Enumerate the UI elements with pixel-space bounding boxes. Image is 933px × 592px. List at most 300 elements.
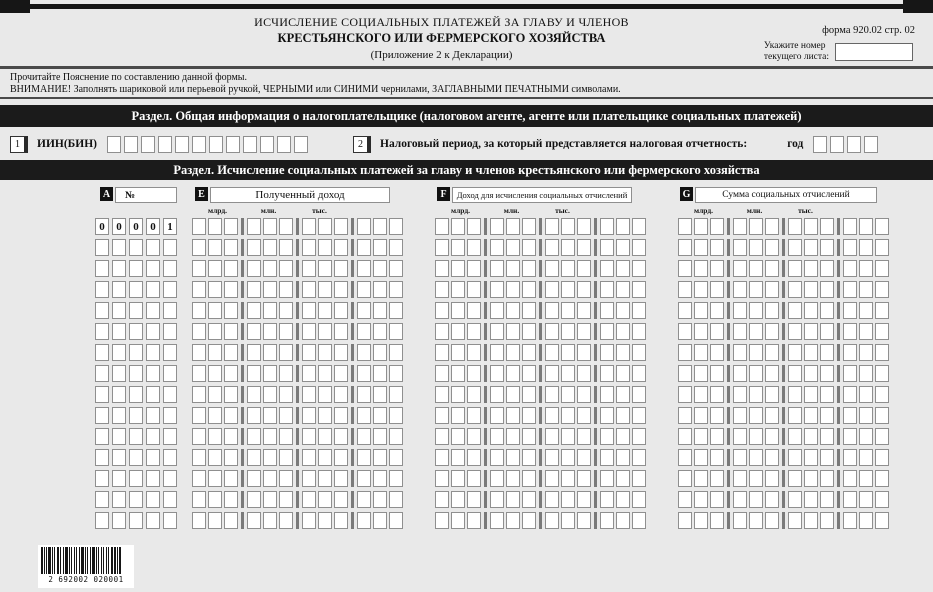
digit-cell[interactable]: [749, 344, 763, 361]
digit-cell[interactable]: [129, 281, 143, 298]
digit-cell[interactable]: [804, 344, 818, 361]
digit-cell[interactable]: [733, 281, 747, 298]
digit-cell[interactable]: [561, 428, 575, 445]
digit-cell[interactable]: [522, 323, 536, 340]
digit-cell[interactable]: [733, 323, 747, 340]
digit-cell[interactable]: [129, 323, 143, 340]
digit-cell[interactable]: [451, 260, 465, 277]
digit-cell[interactable]: [632, 260, 646, 277]
digit-cell[interactable]: [678, 302, 692, 319]
digit-cell[interactable]: [208, 281, 222, 298]
digit-cell[interactable]: [490, 281, 504, 298]
digit-cell[interactable]: [545, 260, 559, 277]
digit-cell[interactable]: [545, 386, 559, 403]
digit-cell[interactable]: [163, 323, 177, 340]
digit-cell[interactable]: [373, 218, 387, 235]
digit-cell[interactable]: [843, 470, 857, 487]
digit-cell[interactable]: [163, 281, 177, 298]
digit-cell[interactable]: [357, 302, 371, 319]
digit-cell[interactable]: 0: [129, 218, 143, 235]
digit-cell[interactable]: [146, 344, 160, 361]
digit-cell[interactable]: [112, 281, 126, 298]
digit-cell[interactable]: [820, 302, 834, 319]
digit-cell[interactable]: [561, 239, 575, 256]
digit-cell[interactable]: [859, 470, 873, 487]
digit-cell[interactable]: [318, 365, 332, 382]
digit-cell[interactable]: [600, 344, 614, 361]
digit-cell[interactable]: [247, 491, 261, 508]
digit-cell[interactable]: [208, 239, 222, 256]
digit-cell[interactable]: [208, 323, 222, 340]
digit-cell[interactable]: [765, 344, 779, 361]
digit-cell[interactable]: [263, 218, 277, 235]
digit-cell[interactable]: [843, 512, 857, 529]
digit-cell[interactable]: [334, 386, 348, 403]
digit-cell[interactable]: [859, 218, 873, 235]
digit-cell[interactable]: [749, 386, 763, 403]
digit-cell[interactable]: [765, 239, 779, 256]
digit-cell[interactable]: [224, 218, 238, 235]
digit-cell[interactable]: [279, 302, 293, 319]
digit-cell[interactable]: [632, 323, 646, 340]
digit-cell[interactable]: [843, 323, 857, 340]
digit-cell[interactable]: [830, 136, 844, 153]
digit-cell[interactable]: [733, 512, 747, 529]
digit-cell[interactable]: [318, 281, 332, 298]
digit-cell[interactable]: [435, 407, 449, 424]
digit-cell[interactable]: [859, 512, 873, 529]
digit-cell[interactable]: [749, 365, 763, 382]
digit-cell[interactable]: [710, 365, 724, 382]
digit-cell[interactable]: [129, 386, 143, 403]
digit-cell[interactable]: [146, 407, 160, 424]
digit-cell[interactable]: [163, 239, 177, 256]
digit-cell[interactable]: [129, 470, 143, 487]
digit-cell[interactable]: [577, 218, 591, 235]
digit-cell[interactable]: [561, 302, 575, 319]
digit-cell[interactable]: [788, 302, 802, 319]
digit-cell[interactable]: [843, 407, 857, 424]
digit-cell[interactable]: [600, 302, 614, 319]
digit-cell[interactable]: [506, 365, 520, 382]
digit-cell[interactable]: [875, 218, 889, 235]
digit-cell[interactable]: [263, 470, 277, 487]
digit-cell[interactable]: [788, 470, 802, 487]
digit-cell[interactable]: [435, 428, 449, 445]
digit-cell[interactable]: [561, 218, 575, 235]
digit-cell[interactable]: [875, 491, 889, 508]
digit-cell[interactable]: [467, 491, 481, 508]
digit-cell[interactable]: [357, 239, 371, 256]
digit-cell[interactable]: [678, 365, 692, 382]
digit-cell[interactable]: [632, 239, 646, 256]
digit-cell[interactable]: [788, 449, 802, 466]
digit-cell[interactable]: [451, 491, 465, 508]
digit-cell[interactable]: [864, 136, 878, 153]
digit-cell[interactable]: [694, 260, 708, 277]
digit-cell[interactable]: [788, 386, 802, 403]
digit-cell[interactable]: [357, 512, 371, 529]
digit-cell[interactable]: [112, 302, 126, 319]
digit-cell[interactable]: [163, 386, 177, 403]
digit-cell[interactable]: [545, 218, 559, 235]
digit-cell[interactable]: [522, 260, 536, 277]
digit-cell[interactable]: [804, 449, 818, 466]
digit-cell[interactable]: [451, 512, 465, 529]
digit-cell[interactable]: [334, 260, 348, 277]
digit-cell[interactable]: [95, 302, 109, 319]
digit-cell[interactable]: [95, 386, 109, 403]
digit-cell[interactable]: [95, 428, 109, 445]
digit-cell[interactable]: [506, 491, 520, 508]
digit-cell[interactable]: [765, 365, 779, 382]
digit-cell[interactable]: [820, 386, 834, 403]
digit-cell[interactable]: [843, 302, 857, 319]
digit-cell[interactable]: [506, 407, 520, 424]
digit-cell[interactable]: [749, 407, 763, 424]
digit-cell[interactable]: [192, 365, 206, 382]
digit-cell[interactable]: [632, 428, 646, 445]
digit-cell[interactable]: [710, 512, 724, 529]
digit-cell[interactable]: [859, 449, 873, 466]
digit-cell[interactable]: [112, 470, 126, 487]
digit-cell[interactable]: [804, 302, 818, 319]
digit-cell[interactable]: [224, 512, 238, 529]
digit-cell[interactable]: [112, 365, 126, 382]
digit-cell[interactable]: [600, 449, 614, 466]
digit-cell[interactable]: [451, 407, 465, 424]
digit-cell[interactable]: [467, 470, 481, 487]
digit-cell[interactable]: [163, 449, 177, 466]
digit-cell[interactable]: [843, 428, 857, 445]
digit-cell[interactable]: [733, 491, 747, 508]
digit-cell[interactable]: [357, 260, 371, 277]
digit-cell[interactable]: [632, 218, 646, 235]
digit-cell[interactable]: [506, 302, 520, 319]
digit-cell[interactable]: [224, 407, 238, 424]
digit-cell[interactable]: [788, 428, 802, 445]
digit-cell[interactable]: [694, 281, 708, 298]
digit-cell[interactable]: [710, 449, 724, 466]
digit-cell[interactable]: [357, 218, 371, 235]
digit-cell[interactable]: [175, 136, 189, 153]
digit-cell[interactable]: [95, 365, 109, 382]
digit-cell[interactable]: [163, 512, 177, 529]
digit-cell[interactable]: [577, 302, 591, 319]
digit-cell[interactable]: [247, 407, 261, 424]
digit-cell[interactable]: [678, 218, 692, 235]
digit-cell[interactable]: [158, 136, 172, 153]
digit-cell[interactable]: [334, 449, 348, 466]
digit-cell[interactable]: [208, 386, 222, 403]
digit-cell[interactable]: [224, 344, 238, 361]
digit-cell[interactable]: [710, 239, 724, 256]
digit-cell[interactable]: [733, 260, 747, 277]
digit-cell[interactable]: [112, 260, 126, 277]
digit-cell[interactable]: [694, 323, 708, 340]
digit-cell[interactable]: [302, 449, 316, 466]
digit-cell[interactable]: [875, 365, 889, 382]
digit-cell[interactable]: [224, 449, 238, 466]
digit-cell[interactable]: [859, 344, 873, 361]
digit-cell[interactable]: [561, 512, 575, 529]
digit-cell[interactable]: [749, 239, 763, 256]
digit-cell[interactable]: [263, 302, 277, 319]
digit-cell[interactable]: [788, 365, 802, 382]
digit-cell[interactable]: [522, 470, 536, 487]
digit-cell[interactable]: [451, 239, 465, 256]
digit-cell[interactable]: [561, 407, 575, 424]
digit-cell[interactable]: [302, 239, 316, 256]
digit-cell[interactable]: [192, 407, 206, 424]
digit-cell[interactable]: [146, 428, 160, 445]
digit-cell[interactable]: [373, 449, 387, 466]
digit-cell[interactable]: [710, 218, 724, 235]
digit-cell[interactable]: [192, 218, 206, 235]
digit-cell[interactable]: [260, 136, 274, 153]
digit-cell[interactable]: [451, 449, 465, 466]
digit-cell[interactable]: [490, 239, 504, 256]
digit-cell[interactable]: [208, 491, 222, 508]
digit-cell[interactable]: [318, 302, 332, 319]
digit-cell[interactable]: [95, 491, 109, 508]
digit-cell[interactable]: [451, 386, 465, 403]
digit-cell[interactable]: [318, 239, 332, 256]
digit-cell[interactable]: [318, 407, 332, 424]
digit-cell[interactable]: [522, 428, 536, 445]
digit-cell[interactable]: [163, 344, 177, 361]
digit-cell[interactable]: [632, 512, 646, 529]
digit-cell[interactable]: [616, 470, 630, 487]
digit-cell[interactable]: [373, 239, 387, 256]
digit-cell[interactable]: 0: [112, 218, 126, 235]
digit-cell[interactable]: [749, 470, 763, 487]
digit-cell[interactable]: [678, 239, 692, 256]
digit-cell[interactable]: [451, 281, 465, 298]
digit-cell[interactable]: [616, 239, 630, 256]
digit-cell[interactable]: [224, 365, 238, 382]
digit-cell[interactable]: [112, 407, 126, 424]
digit-cell[interactable]: [875, 512, 889, 529]
digit-cell[interactable]: [163, 260, 177, 277]
digit-cell[interactable]: [733, 218, 747, 235]
digit-cell[interactable]: [490, 470, 504, 487]
digit-cell[interactable]: [632, 407, 646, 424]
digit-cell[interactable]: [389, 260, 403, 277]
digit-cell[interactable]: [843, 449, 857, 466]
digit-cell[interactable]: [389, 239, 403, 256]
digit-cell[interactable]: [357, 386, 371, 403]
digit-cell[interactable]: [373, 491, 387, 508]
digit-cell[interactable]: [813, 136, 827, 153]
digit-cell[interactable]: [263, 428, 277, 445]
digit-cell[interactable]: [545, 239, 559, 256]
digit-cell[interactable]: [163, 302, 177, 319]
digit-cell[interactable]: [788, 281, 802, 298]
digit-cell[interactable]: [373, 302, 387, 319]
digit-cell[interactable]: [318, 428, 332, 445]
digit-cell[interactable]: [694, 365, 708, 382]
digit-cell[interactable]: [435, 302, 449, 319]
digit-cell[interactable]: [710, 470, 724, 487]
digit-cell[interactable]: [788, 260, 802, 277]
digit-cell[interactable]: [224, 428, 238, 445]
digit-cell[interactable]: [467, 281, 481, 298]
digit-cell[interactable]: [490, 491, 504, 508]
digit-cell[interactable]: [373, 323, 387, 340]
digit-cell[interactable]: [765, 470, 779, 487]
digit-cell[interactable]: [820, 407, 834, 424]
digit-cell[interactable]: [694, 239, 708, 256]
digit-cell[interactable]: [208, 302, 222, 319]
digit-cell[interactable]: [804, 365, 818, 382]
digit-cell[interactable]: [678, 512, 692, 529]
digit-cell[interactable]: [859, 428, 873, 445]
digit-cell[interactable]: [95, 512, 109, 529]
digit-cell[interactable]: [820, 491, 834, 508]
digit-cell[interactable]: [820, 344, 834, 361]
digit-cell[interactable]: [490, 407, 504, 424]
digit-cell[interactable]: [192, 512, 206, 529]
digit-cell[interactable]: [577, 428, 591, 445]
digit-cell[interactable]: [875, 344, 889, 361]
digit-cell[interactable]: [95, 344, 109, 361]
digit-cell[interactable]: [302, 386, 316, 403]
digit-cell[interactable]: [804, 428, 818, 445]
digit-cell[interactable]: [247, 218, 261, 235]
digit-cell[interactable]: [600, 323, 614, 340]
digit-cell[interactable]: [467, 428, 481, 445]
digit-cell[interactable]: [522, 218, 536, 235]
digit-cell[interactable]: [733, 449, 747, 466]
digit-cell[interactable]: [522, 302, 536, 319]
digit-cell[interactable]: [820, 260, 834, 277]
digit-cell[interactable]: [373, 407, 387, 424]
digit-cell[interactable]: [616, 281, 630, 298]
digit-cell[interactable]: [224, 386, 238, 403]
digit-cell[interactable]: [279, 344, 293, 361]
digit-cell[interactable]: [95, 239, 109, 256]
digit-cell[interactable]: [95, 470, 109, 487]
digit-cell[interactable]: [263, 386, 277, 403]
digit-cell[interactable]: [389, 449, 403, 466]
digit-cell[interactable]: [616, 260, 630, 277]
digit-cell[interactable]: [467, 239, 481, 256]
digit-cell[interactable]: [247, 512, 261, 529]
digit-cell[interactable]: [208, 449, 222, 466]
digit-cell[interactable]: [146, 260, 160, 277]
digit-cell[interactable]: [678, 470, 692, 487]
digit-cell[interactable]: [710, 428, 724, 445]
digit-cell[interactable]: [247, 428, 261, 445]
digit-cell[interactable]: [506, 449, 520, 466]
digit-cell[interactable]: [545, 428, 559, 445]
digit-cell[interactable]: [561, 491, 575, 508]
digit-cell[interactable]: [710, 491, 724, 508]
digit-cell[interactable]: [632, 281, 646, 298]
digit-cell[interactable]: [506, 386, 520, 403]
digit-cell[interactable]: [247, 260, 261, 277]
digit-cell[interactable]: [389, 470, 403, 487]
digit-cell[interactable]: [765, 323, 779, 340]
digit-cell[interactable]: 0: [146, 218, 160, 235]
digit-cell[interactable]: [710, 344, 724, 361]
digit-cell[interactable]: [451, 365, 465, 382]
digit-cell[interactable]: [192, 136, 206, 153]
digit-cell[interactable]: [389, 323, 403, 340]
digit-cell[interactable]: [820, 512, 834, 529]
digit-cell[interactable]: [302, 512, 316, 529]
digit-cell[interactable]: [859, 323, 873, 340]
digit-cell[interactable]: [208, 260, 222, 277]
digit-cell[interactable]: [820, 449, 834, 466]
digit-cell[interactable]: [302, 344, 316, 361]
digit-cell[interactable]: [334, 344, 348, 361]
digit-cell[interactable]: [163, 470, 177, 487]
digit-cell[interactable]: [279, 218, 293, 235]
digit-cell[interactable]: [435, 260, 449, 277]
digit-cell[interactable]: [600, 239, 614, 256]
digit-cell[interactable]: [843, 491, 857, 508]
digit-cell[interactable]: [192, 428, 206, 445]
digit-cell[interactable]: [545, 449, 559, 466]
digit-cell[interactable]: [112, 512, 126, 529]
digit-cell[interactable]: [733, 470, 747, 487]
digit-cell[interactable]: [112, 491, 126, 508]
digit-cell[interactable]: [263, 491, 277, 508]
digit-cell[interactable]: [129, 239, 143, 256]
digit-cell[interactable]: [334, 470, 348, 487]
digit-cell[interactable]: [146, 302, 160, 319]
digit-cell[interactable]: [451, 218, 465, 235]
digit-cell[interactable]: [243, 136, 257, 153]
digit-cell[interactable]: [247, 449, 261, 466]
digit-cell[interactable]: [577, 386, 591, 403]
digit-cell[interactable]: [357, 470, 371, 487]
digit-cell[interactable]: [875, 260, 889, 277]
digit-cell[interactable]: [389, 428, 403, 445]
digit-cell[interactable]: [545, 512, 559, 529]
digit-cell[interactable]: [616, 365, 630, 382]
digit-cell[interactable]: [632, 302, 646, 319]
digit-cell[interactable]: [678, 323, 692, 340]
digit-cell[interactable]: [467, 344, 481, 361]
digit-cell[interactable]: [467, 302, 481, 319]
digit-cell[interactable]: [192, 449, 206, 466]
digit-cell[interactable]: [765, 512, 779, 529]
digit-cell[interactable]: [373, 512, 387, 529]
digit-cell[interactable]: [859, 407, 873, 424]
digit-cell[interactable]: [843, 239, 857, 256]
digit-cell[interactable]: [561, 323, 575, 340]
digit-cell[interactable]: [765, 260, 779, 277]
digit-cell[interactable]: [522, 344, 536, 361]
digit-cell[interactable]: [129, 407, 143, 424]
digit-cell[interactable]: [112, 239, 126, 256]
digit-cell[interactable]: [710, 386, 724, 403]
digit-cell[interactable]: [451, 344, 465, 361]
digit-cell[interactable]: [279, 491, 293, 508]
digit-cell[interactable]: [733, 428, 747, 445]
digit-cell[interactable]: [765, 407, 779, 424]
digit-cell[interactable]: [749, 491, 763, 508]
digit-cell[interactable]: [279, 239, 293, 256]
digit-cell[interactable]: [208, 344, 222, 361]
digit-cell[interactable]: [522, 281, 536, 298]
digit-cell[interactable]: [247, 302, 261, 319]
digit-cell[interactable]: [490, 344, 504, 361]
digit-cell[interactable]: [749, 323, 763, 340]
